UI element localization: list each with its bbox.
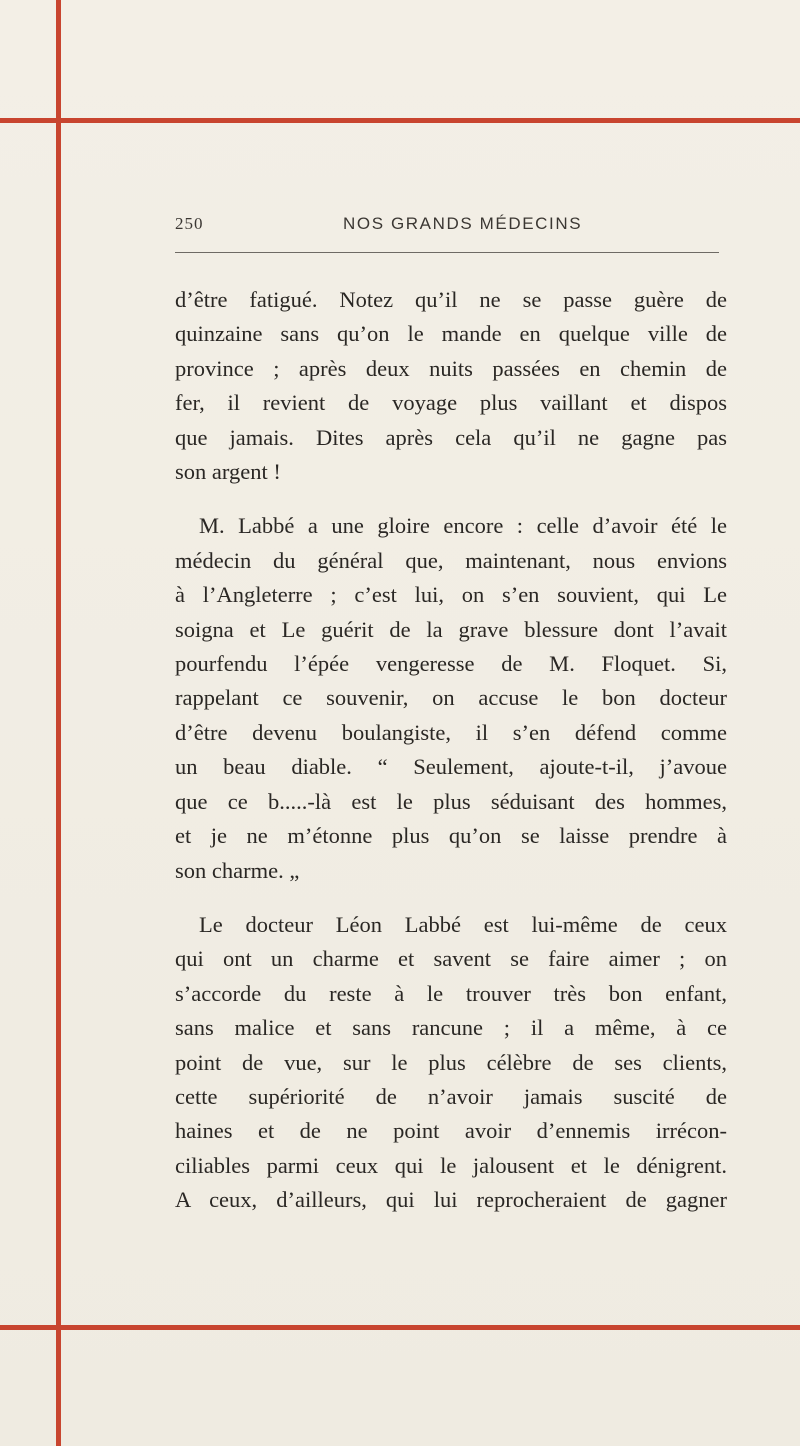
top-margin-rule [0, 118, 800, 123]
left-margin-rule [56, 0, 61, 1446]
running-title: NOS GRANDS MÉDECINS [343, 214, 583, 233]
text-line: province ; après deux nuits passées en chemin de [175, 355, 727, 381]
text-line: ciliables parmi ceux qui le jalousent et le dénigrent. [175, 1152, 727, 1178]
paragraph [175, 509, 727, 887]
text-line: son charme. „ [175, 857, 300, 883]
text-line: soigna et Le guérit de la grave blessure dont l’avait [175, 616, 727, 642]
text-line: pourfendu l’épée vengeresse de M. Floquet. Si, [175, 651, 727, 677]
text-line: M. Labbé a une gloire encore : celle d’avoir été le [199, 513, 727, 539]
text-line: et je ne m’étonne plus qu’on se laisse prendre à [175, 823, 727, 849]
text-line: cette supériorité de n’avoir jamais suscité de [175, 1083, 727, 1109]
text-line: quinzaine sans qu’on le mande en quelque ville de [175, 321, 727, 347]
text-line: médecin du général que, maintenant, nous envions [175, 547, 727, 573]
text-line: son argent ! [175, 459, 281, 485]
paragraph [175, 283, 727, 489]
text-line: sans malice et sans rancune ; il a même, à ce [175, 1015, 727, 1041]
text-line: un beau diable. “ Seulement, ajoute-t-il, j’avoue [175, 754, 727, 780]
body-text [175, 283, 727, 1218]
text-line: que jamais. Dites après cela qu’il ne gagne pas [175, 424, 727, 450]
text-line: qui ont un charme et savent se faire aimer ; on [175, 946, 727, 972]
text-line: A ceux, d’ailleurs, qui lui reprocheraient de gagner [175, 1187, 727, 1213]
text-line: haines et de ne point avoir d’ennemis irrécon- [175, 1118, 727, 1144]
text-line: s’accorde du reste à le trouver très bon enfant, [175, 980, 727, 1006]
text-line: Le docteur Léon Labbé est lui-même de ceux [199, 911, 727, 937]
text-line: à l’Angleterre ; c’est lui, on s’en souvient, qui Le [175, 582, 727, 608]
header-rule [175, 252, 719, 253]
text-line: d’être fatigué. Notez qu’il ne se passe guère de [175, 287, 727, 312]
text-line: que ce b.....-là est le plus séduisant des hommes, [175, 788, 727, 814]
paragraph [175, 908, 727, 1218]
page-header [175, 214, 719, 244]
text-line: fer, il revient de voyage plus vaillant et dispos [175, 390, 727, 416]
text-line: d’être devenu boulangiste, il s’en défend comme [175, 719, 727, 745]
bottom-margin-rule [0, 1325, 800, 1330]
page-number: 250 [175, 214, 204, 233]
text-line: point de vue, sur le plus célèbre de ses clients, [175, 1049, 727, 1075]
text-line: rappelant ce souvenir, on accuse le bon docteur [175, 685, 727, 711]
